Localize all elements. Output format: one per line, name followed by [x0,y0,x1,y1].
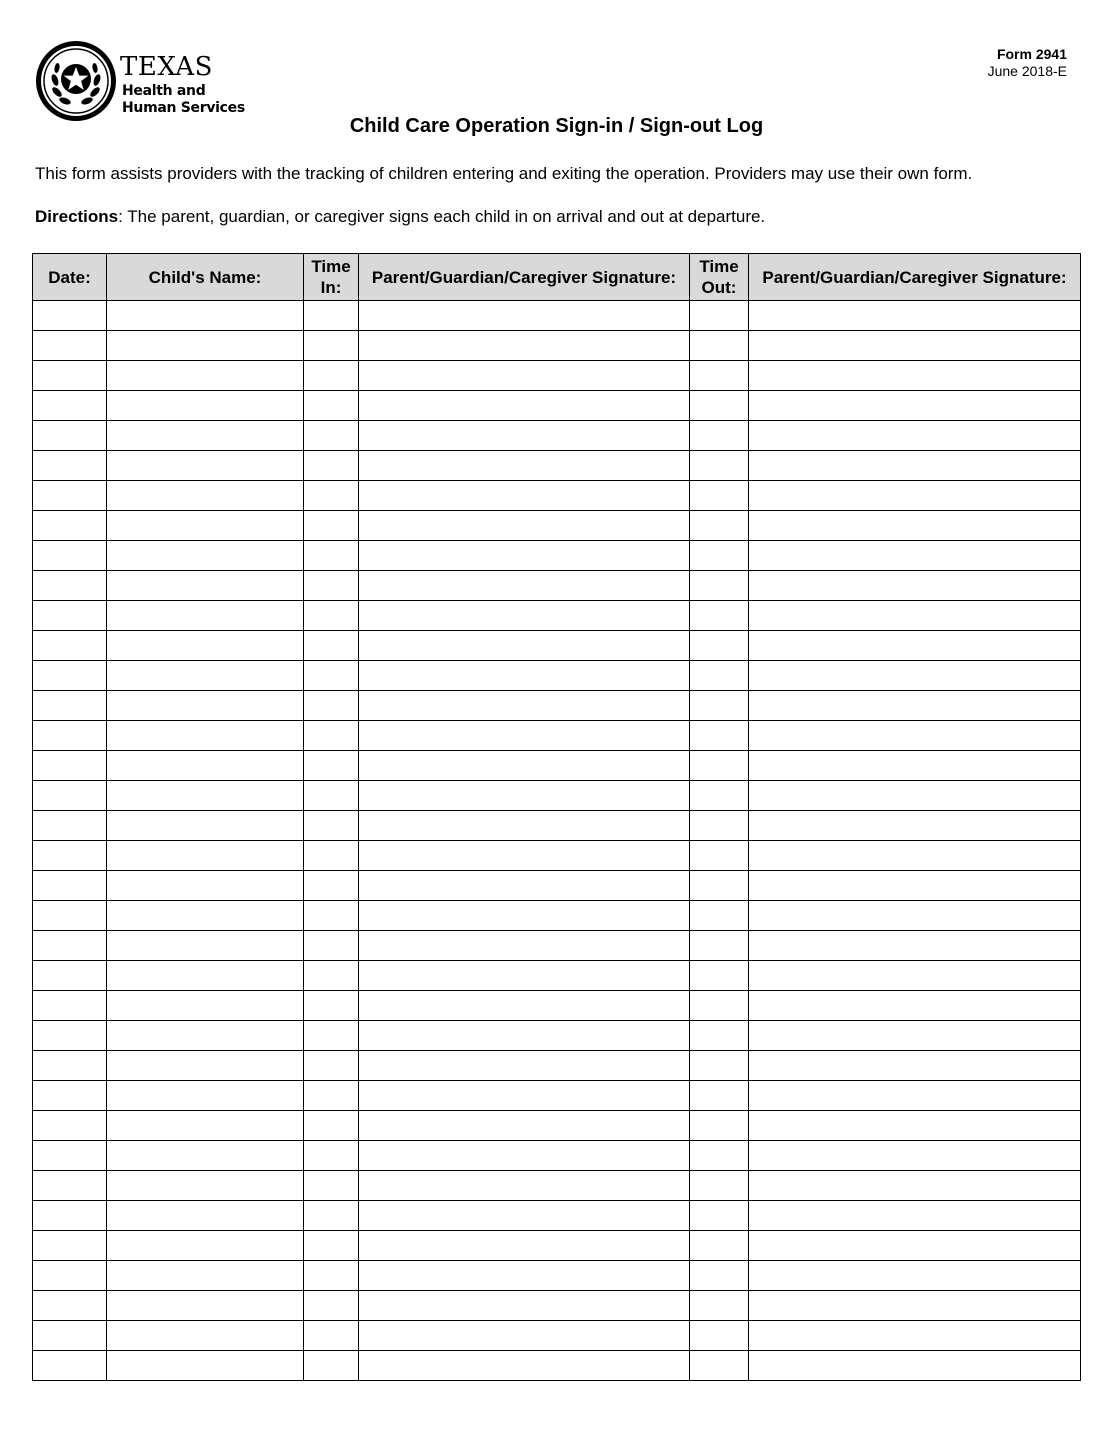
time-in-cell[interactable] [304,871,359,901]
child-name-cell[interactable] [107,901,304,931]
sign-out-signature-cell[interactable] [749,1051,1081,1081]
child-name-cell[interactable] [107,751,304,781]
sign-in-signature-cell[interactable] [359,991,690,1021]
table-row [33,301,1081,331]
date-cell[interactable] [33,751,107,781]
sign-in-signature-cell[interactable] [359,1111,690,1141]
time-out-cell[interactable] [690,1111,749,1141]
sign-out-signature-cell[interactable] [749,691,1081,721]
time-in-cell[interactable] [304,331,359,361]
sign-in-signature-cell[interactable] [359,1321,690,1351]
time-out-cell[interactable] [690,1051,749,1081]
sign-in-signature-cell[interactable] [359,301,690,331]
sign-out-signature-cell[interactable] [749,1231,1081,1261]
child-name-cell[interactable] [107,301,304,331]
child-name-cell[interactable] [107,781,304,811]
child-name-cell[interactable] [107,601,304,631]
sign-in-signature-cell[interactable] [359,1201,690,1231]
time-in-cell[interactable] [304,1351,359,1381]
time-out-cell[interactable] [690,1171,749,1201]
date-cell[interactable] [33,1351,107,1381]
sign-in-signature-cell[interactable] [359,511,690,541]
time-out-cell[interactable] [690,991,749,1021]
time-in-cell[interactable] [304,1051,359,1081]
time-in-cell[interactable] [304,661,359,691]
date-cell[interactable] [33,1051,107,1081]
sign-in-signature-cell[interactable] [359,421,690,451]
time-out-cell[interactable] [690,901,749,931]
table-row [33,391,1081,421]
table-row [33,421,1081,451]
child-name-cell[interactable] [107,331,304,361]
time-out-cell[interactable] [690,751,749,781]
child-name-cell[interactable] [107,1081,304,1111]
table-row [33,931,1081,961]
time-out-cell[interactable] [690,931,749,961]
sign-in-signature-cell[interactable] [359,661,690,691]
col-child-name: Child's Name: [107,254,304,301]
child-name-cell[interactable] [107,931,304,961]
time-in-cell[interactable] [304,1081,359,1111]
directions-label: Directions [35,207,119,226]
sign-out-signature-cell[interactable] [749,631,1081,661]
time-in-cell[interactable] [304,781,359,811]
date-cell[interactable] [33,841,107,871]
time-out-cell[interactable] [690,1351,749,1381]
time-in-cell[interactable] [304,931,359,961]
hhs-logo [35,40,255,126]
sign-in-signature-cell[interactable] [359,1261,690,1291]
sign-in-signature-cell[interactable] [359,1141,690,1171]
table-row [33,721,1081,751]
time-out-cell[interactable] [690,961,749,991]
sign-out-signature-cell[interactable] [749,931,1081,961]
child-name-cell[interactable] [107,841,304,871]
sign-in-signature-cell[interactable] [359,1351,690,1381]
logo-subtitle: Health and Human Services [122,83,245,116]
date-cell[interactable] [33,391,107,421]
date-cell[interactable] [33,571,107,601]
col-sign-in-signature: Parent/Guardian/Caregiver Signature: [359,254,690,301]
table-row [33,1231,1081,1261]
sign-out-signature-cell[interactable] [749,811,1081,841]
date-cell[interactable] [33,1201,107,1231]
table-row [33,1261,1081,1291]
form-identifier [988,46,1067,80]
table-row [33,541,1081,571]
time-in-cell[interactable] [304,961,359,991]
time-in-cell[interactable] [304,751,359,781]
time-in-cell[interactable] [304,721,359,751]
time-out-cell[interactable] [690,661,749,691]
date-cell[interactable] [33,1321,107,1351]
sign-out-signature-cell[interactable] [749,1261,1081,1291]
date-cell[interactable] [33,421,107,451]
table-row [33,691,1081,721]
time-out-cell[interactable] [690,721,749,751]
date-cell[interactable] [33,511,107,541]
time-out-cell[interactable] [690,511,749,541]
table-row [33,601,1081,631]
time-in-cell[interactable] [304,631,359,661]
date-cell[interactable] [33,871,107,901]
table-row [33,1351,1081,1381]
date-cell[interactable] [33,1111,107,1141]
sign-out-signature-cell[interactable] [749,751,1081,781]
intro-text: This form assists providers with the tracking of children entering and exiting the operation. Providers may use their own form. [35,164,973,183]
table-row [33,841,1081,871]
table-row [33,751,1081,781]
date-cell[interactable] [33,691,107,721]
child-name-cell[interactable] [107,1231,304,1261]
date-cell[interactable] [33,811,107,841]
time-in-cell[interactable] [304,361,359,391]
sign-out-signature-cell[interactable] [749,481,1081,511]
table-row [33,1171,1081,1201]
texas-seal-icon [35,40,117,122]
date-cell[interactable] [33,1081,107,1111]
sign-in-signature-cell[interactable] [359,631,690,661]
sign-out-signature-cell[interactable] [749,841,1081,871]
form-date: June 2018-E [987,63,1067,79]
time-in-cell[interactable] [304,541,359,571]
child-name-cell[interactable] [107,1141,304,1171]
sign-out-signature-cell[interactable] [749,1351,1081,1381]
child-name-cell[interactable] [107,571,304,601]
directions-text [35,207,765,227]
col-date: Date: [33,254,107,301]
sign-in-signature-cell[interactable] [359,331,690,361]
sign-in-signature-cell[interactable] [359,691,690,721]
date-cell[interactable] [33,991,107,1021]
table-row [33,1111,1081,1141]
child-name-cell[interactable] [107,1051,304,1081]
sign-in-signature-cell[interactable] [359,721,690,751]
sign-in-signature-cell[interactable] [359,571,690,601]
child-name-cell[interactable] [107,391,304,421]
date-cell[interactable] [33,931,107,961]
time-out-cell[interactable] [690,871,749,901]
sign-out-signature-cell[interactable] [749,361,1081,391]
date-cell[interactable] [33,601,107,631]
child-name-cell[interactable] [107,421,304,451]
col-time-in: Time In: [304,254,359,301]
sign-in-signature-cell[interactable] [359,451,690,481]
date-cell[interactable] [33,901,107,931]
sign-out-signature-cell[interactable] [749,1321,1081,1351]
child-name-cell[interactable] [107,1291,304,1321]
time-in-cell[interactable] [304,991,359,1021]
table-row [33,481,1081,511]
sign-in-signature-cell[interactable] [359,811,690,841]
sign-in-signature-cell[interactable] [359,1051,690,1081]
table-row [33,811,1081,841]
sign-out-signature-cell[interactable] [749,991,1081,1021]
col-sign-out-signature: Parent/Guardian/Caregiver Signature: [749,254,1081,301]
time-out-cell[interactable] [690,571,749,601]
child-name-cell[interactable] [107,541,304,571]
sign-out-signature-cell[interactable] [749,301,1081,331]
sign-out-signature-cell[interactable] [749,871,1081,901]
time-in-cell[interactable] [304,901,359,931]
time-in-cell[interactable] [304,511,359,541]
time-in-cell[interactable] [304,1231,359,1261]
date-cell[interactable] [33,1261,107,1291]
sign-in-signature-cell[interactable] [359,361,690,391]
sign-out-signature-cell[interactable] [749,331,1081,361]
sign-in-signature-cell[interactable] [359,541,690,571]
child-name-cell[interactable] [107,361,304,391]
time-in-cell[interactable] [304,1261,359,1291]
sign-out-signature-cell[interactable] [749,1021,1081,1051]
time-out-cell[interactable] [690,1201,749,1231]
sign-out-signature-cell[interactable] [749,721,1081,751]
time-in-cell[interactable] [304,1321,359,1351]
sign-in-signature-cell[interactable] [359,871,690,901]
sign-out-signature-cell[interactable] [749,1201,1081,1231]
date-cell[interactable] [33,1231,107,1261]
time-in-cell[interactable] [304,1201,359,1231]
time-out-cell[interactable] [690,691,749,721]
sign-in-signature-cell[interactable] [359,391,690,421]
page-title: Child Care Operation Sign-in / Sign-out Log [349,115,764,137]
child-name-cell[interactable] [107,1111,304,1141]
time-in-cell[interactable] [304,1291,359,1321]
date-cell[interactable] [33,331,107,361]
sign-out-signature-cell[interactable] [749,451,1081,481]
time-in-cell[interactable] [304,451,359,481]
time-out-cell[interactable] [690,331,749,361]
time-in-cell[interactable] [304,481,359,511]
col-time-out: Time Out: [690,254,749,301]
sign-out-signature-cell[interactable] [749,1081,1081,1111]
time-out-cell[interactable] [690,781,749,811]
date-cell[interactable] [33,961,107,991]
time-in-cell[interactable] [304,811,359,841]
table-row [33,511,1081,541]
child-name-cell[interactable] [107,1321,304,1351]
table-row [33,991,1081,1021]
table-row [33,781,1081,811]
directions-body: : The parent, guardian, or caregiver signs each child in on arrival and out at departure. [118,207,766,226]
date-cell[interactable] [33,361,107,391]
child-name-cell[interactable] [107,721,304,751]
child-name-cell[interactable] [107,691,304,721]
time-in-cell[interactable] [304,571,359,601]
table-row [33,901,1081,931]
child-name-cell[interactable] [107,961,304,991]
date-cell[interactable] [33,1021,107,1051]
table-row [33,1081,1081,1111]
time-out-cell[interactable] [690,1231,749,1261]
time-in-cell[interactable] [304,1141,359,1171]
form-number: Form 2941 [996,46,1067,62]
time-out-cell[interactable] [690,1081,749,1111]
sign-out-signature-cell[interactable] [749,1291,1081,1321]
sign-in-signature-cell[interactable] [359,751,690,781]
child-name-cell[interactable] [107,1021,304,1051]
sign-out-signature-cell[interactable] [749,541,1081,571]
date-cell[interactable] [33,541,107,571]
logo-wordmark: TEXAS [120,52,213,82]
time-in-cell[interactable] [304,391,359,421]
time-out-cell[interactable] [690,301,749,331]
time-out-cell[interactable] [690,481,749,511]
table-row [33,1321,1081,1351]
date-cell[interactable] [33,1291,107,1321]
time-out-cell[interactable] [690,1021,749,1051]
sign-in-signature-cell[interactable] [359,931,690,961]
sign-out-signature-cell[interactable] [749,961,1081,991]
child-name-cell[interactable] [107,511,304,541]
time-out-cell[interactable] [690,361,749,391]
date-cell[interactable] [33,481,107,511]
time-out-cell[interactable] [690,451,749,481]
time-in-cell[interactable] [304,301,359,331]
table-row [33,331,1081,361]
table-row [33,1141,1081,1171]
child-name-cell[interactable] [107,871,304,901]
date-cell[interactable] [33,451,107,481]
sign-in-signature-cell[interactable] [359,601,690,631]
sign-in-signature-cell[interactable] [359,1231,690,1261]
time-out-cell[interactable] [690,1321,749,1351]
sign-out-signature-cell[interactable] [749,781,1081,811]
table-body [33,301,1081,1381]
table-row [33,1201,1081,1231]
time-out-cell[interactable] [690,841,749,871]
time-in-cell[interactable] [304,1021,359,1051]
child-name-cell[interactable] [107,451,304,481]
date-cell[interactable] [33,661,107,691]
sign-in-signature-cell[interactable] [359,961,690,991]
time-in-cell[interactable] [304,1171,359,1201]
sign-in-signature-cell[interactable] [359,1291,690,1321]
date-cell[interactable] [33,301,107,331]
time-out-cell[interactable] [690,1291,749,1321]
sign-in-signature-cell[interactable] [359,781,690,811]
sign-in-signature-cell[interactable] [359,1021,690,1051]
child-name-cell[interactable] [107,1171,304,1201]
table-row [33,361,1081,391]
sign-in-signature-cell[interactable] [359,481,690,511]
time-out-cell[interactable] [690,601,749,631]
time-in-cell[interactable] [304,691,359,721]
table-row [33,661,1081,691]
sign-in-signature-cell[interactable] [359,841,690,871]
sign-in-signature-cell[interactable] [359,901,690,931]
sign-in-log-table [32,253,1081,1381]
child-name-cell[interactable] [107,481,304,511]
time-out-cell[interactable] [690,541,749,571]
child-name-cell[interactable] [107,811,304,841]
time-out-cell[interactable] [690,1141,749,1171]
sign-out-signature-cell[interactable] [749,901,1081,931]
time-in-cell[interactable] [304,1111,359,1141]
sign-out-signature-cell[interactable] [749,391,1081,421]
table-row [33,1051,1081,1081]
table-row [33,871,1081,901]
table-row [33,571,1081,601]
child-name-cell[interactable] [107,991,304,1021]
time-out-cell[interactable] [690,811,749,841]
child-name-cell[interactable] [107,1201,304,1231]
sign-out-signature-cell[interactable] [749,421,1081,451]
time-in-cell[interactable] [304,601,359,631]
sign-out-signature-cell[interactable] [749,571,1081,601]
table-row [33,451,1081,481]
time-out-cell[interactable] [690,631,749,661]
sign-out-signature-cell[interactable] [749,601,1081,631]
time-out-cell[interactable] [690,1261,749,1291]
child-name-cell[interactable] [107,1261,304,1291]
sign-out-signature-cell[interactable] [749,1171,1081,1201]
date-cell[interactable] [33,1141,107,1171]
table-row [33,961,1081,991]
time-in-cell[interactable] [304,421,359,451]
table-row [33,631,1081,661]
date-cell[interactable] [33,631,107,661]
date-cell[interactable] [33,721,107,751]
time-out-cell[interactable] [690,421,749,451]
date-cell[interactable] [33,781,107,811]
table-row [33,1021,1081,1051]
child-name-cell[interactable] [107,631,304,661]
table-header-row [33,254,1081,301]
sign-out-signature-cell[interactable] [749,1111,1081,1141]
sign-in-signature-cell[interactable] [359,1171,690,1201]
sign-out-signature-cell[interactable] [749,511,1081,541]
sign-out-signature-cell[interactable] [749,1141,1081,1171]
date-cell[interactable] [33,1171,107,1201]
child-name-cell[interactable] [107,661,304,691]
sign-out-signature-cell[interactable] [749,661,1081,691]
time-out-cell[interactable] [690,391,749,421]
child-name-cell[interactable] [107,1351,304,1381]
time-in-cell[interactable] [304,841,359,871]
sign-in-signature-cell[interactable] [359,1081,690,1111]
table-row [33,1291,1081,1321]
